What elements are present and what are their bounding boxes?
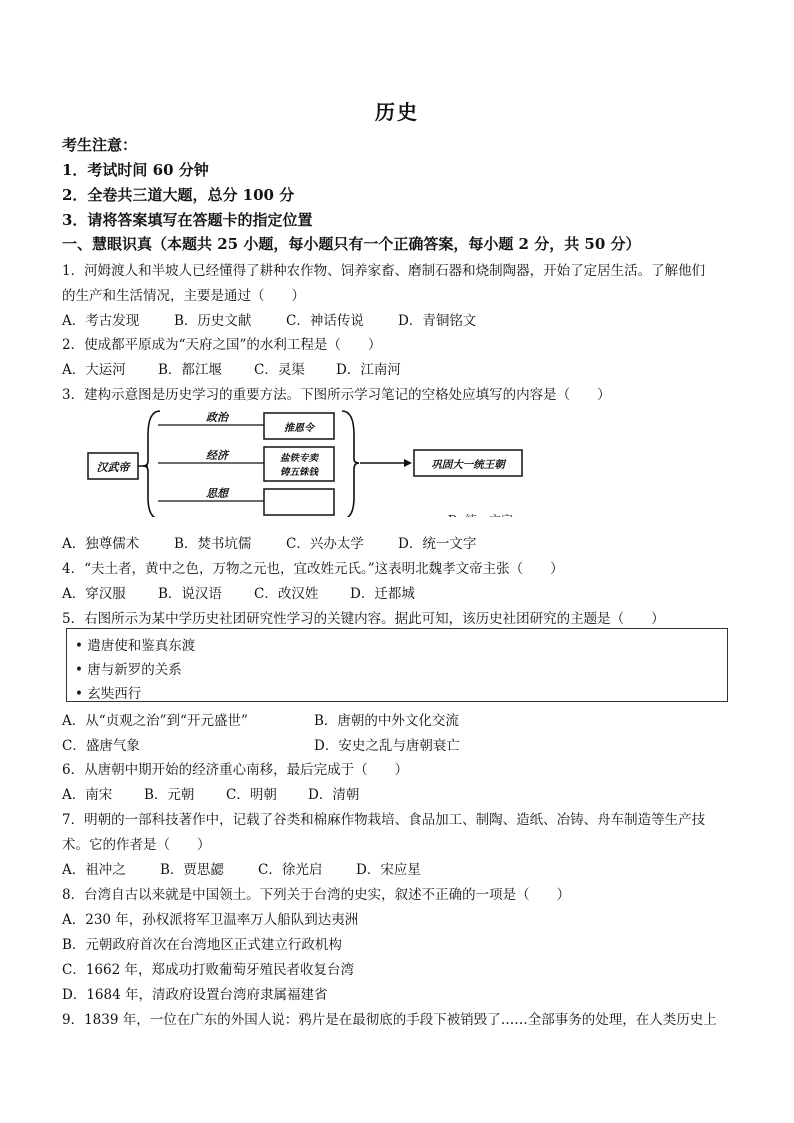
option-a: A．考古发现 [62, 313, 140, 329]
box-text-politics: 推恩令 [284, 423, 314, 434]
notice-item: 2．全卷共三道大题，总分 100 分 [62, 186, 295, 204]
option-c: C．神话传说 [286, 313, 364, 329]
question-1-options [62, 309, 476, 329]
question-6-stem: 6．从唐朝中期开始的经济重心南移，最后完成于（ ） [62, 762, 409, 778]
option-d: D．迁都城 [350, 586, 415, 602]
branch-label-politics: 政治 [206, 411, 228, 424]
question-7-stem: 7．明朝的一部科技著作中，记载了谷类和棉麻作物栽培、食品加工、制陶、造纸、冶铸、舟车制造等生产技 [62, 812, 706, 828]
option-c: C．改汉姓 [254, 586, 319, 602]
question-8-stem: 8．台湾自古以来就是中国领土。下列关于台湾的史实，叙述不正确的一项是（ ） [62, 887, 571, 903]
option-b: B．都江堰 [158, 362, 222, 378]
question-9-stem: 9．1839 年，一位在广东的外国人说：鸦片是在最彻底的手段下被销毁了……全部事务的处理，在人类历史上 [62, 1012, 717, 1028]
option-d: D．宋应星 [356, 862, 421, 878]
diagram-box-blank [264, 489, 334, 515]
question-5-options-row1 [62, 709, 459, 729]
notice-item: 3．请将答案填写在答题卡的指定位置 [62, 211, 313, 229]
option-b: B．焚书坑儒 [174, 536, 252, 552]
option-b: B．元朝政府首次在台湾地区正式建立行政机构 [62, 937, 342, 953]
option-d: D．安史之乱与唐朝衰亡 [314, 738, 460, 754]
branch-label-economy: 经济 [206, 449, 228, 462]
option-d: D．清朝 [308, 787, 360, 803]
question-7-options [62, 858, 421, 878]
box-item: • 唐与新罗的关系 [75, 662, 182, 678]
question-1-stem: 1．河姆渡人和半坡人已经懂得了耕种农作物、饲养家畜、磨制石器和烧制陶器，开始了定居生活。了解他们 [62, 263, 706, 279]
option-d: D．统一文字 [398, 536, 477, 552]
question-4-stem: 4．“夫土者，黄中之色，万物之元也，宜改姓元氏。”这表明北魏孝文帝主张（ ） [62, 561, 564, 577]
question-5-options-row2 [62, 734, 460, 754]
box-item: • 遣唐使和鉴真东渡 [75, 638, 196, 654]
option-a: A．大运河 [62, 362, 126, 378]
option-c: C．明朝 [226, 787, 277, 803]
question-1-stem-cont: 的生产和生活情况，主要是通过（ ） [62, 288, 305, 304]
box-item: • 玄奘西行 [75, 686, 142, 702]
option-b: B．元朝 [144, 787, 195, 803]
question-4-options [62, 582, 415, 602]
option-c: C．1662 年，郑成功打败葡萄牙殖民者收复台湾 [62, 962, 354, 978]
question-2-options [62, 358, 401, 378]
option-d: D．1684 年，清政府设置台湾府隶属福建省 [62, 987, 328, 1003]
option-c: C．兴办太学 [286, 536, 364, 552]
branch-label-thought: 思想 [206, 487, 228, 500]
left-brace [143, 411, 160, 519]
arrow-head [404, 459, 412, 467]
question-5-box [66, 628, 728, 702]
option-d: D．江南河 [336, 362, 401, 378]
question-5-stem: 5．右图所示为某中学历史社团研究性学习的关键内容。据此可知，该历史社团研究的主题是（ ） [62, 611, 665, 627]
option-c: C．盛唐气象 [62, 738, 140, 754]
option-d: D．青铜铭文 [398, 313, 477, 329]
notice-heading: 考生注意： [62, 136, 138, 154]
box-text-economy-1: 盐铁专卖 [279, 453, 319, 464]
question-2-stem: 2．使成都平原成为“天府之国”的水利工程是（ ） [62, 337, 382, 353]
option-c: C．灵渠 [254, 362, 305, 378]
option-b: B．历史文献 [174, 313, 252, 329]
option-a: A．穿汉服 [62, 586, 126, 602]
concept-diagram [86, 405, 556, 520]
option-b: B．说汉语 [158, 586, 222, 602]
section-heading: 一、慧眼识真（本题共 25 小题，每小题只有一个正确答案，每小题 2 分，共 50 分） [62, 235, 641, 253]
diagram-result-label: 巩固大一统王朝 [431, 459, 505, 471]
crop-mask [86, 517, 566, 525]
option-a: A．230 年，孙权派将军卫温率万人船队到达夷洲 [62, 912, 359, 928]
question-3-stem: 3．建构示意图是历史学习的重要方法。下图所示学习笔记的空格处应填写的内容是（ ） [62, 387, 611, 403]
option-a: A．南宋 [62, 787, 113, 803]
option-a: A．从“贞观之治”到“开元盛世” [62, 713, 248, 729]
question-6-options [62, 783, 359, 803]
option-c: C．徐光启 [258, 862, 323, 878]
option-a: A．祖冲之 [62, 862, 126, 878]
right-brace [342, 411, 359, 519]
diagram-root-label: 汉武帝 [96, 461, 130, 474]
option-a: A．独尊儒术 [62, 536, 140, 552]
box-text-economy-2: 铸五铢钱 [279, 467, 319, 478]
option-b: B．唐朝的中外文化交流 [314, 713, 459, 729]
question-3-options [62, 532, 476, 552]
option-b: B．贾思勰 [160, 862, 224, 878]
page-title: 历史 [375, 100, 419, 124]
question-7-stem-cont: 术。它的作者是（ ） [62, 837, 211, 853]
notice-item: 1．考试时间 60 分钟 [62, 161, 209, 179]
